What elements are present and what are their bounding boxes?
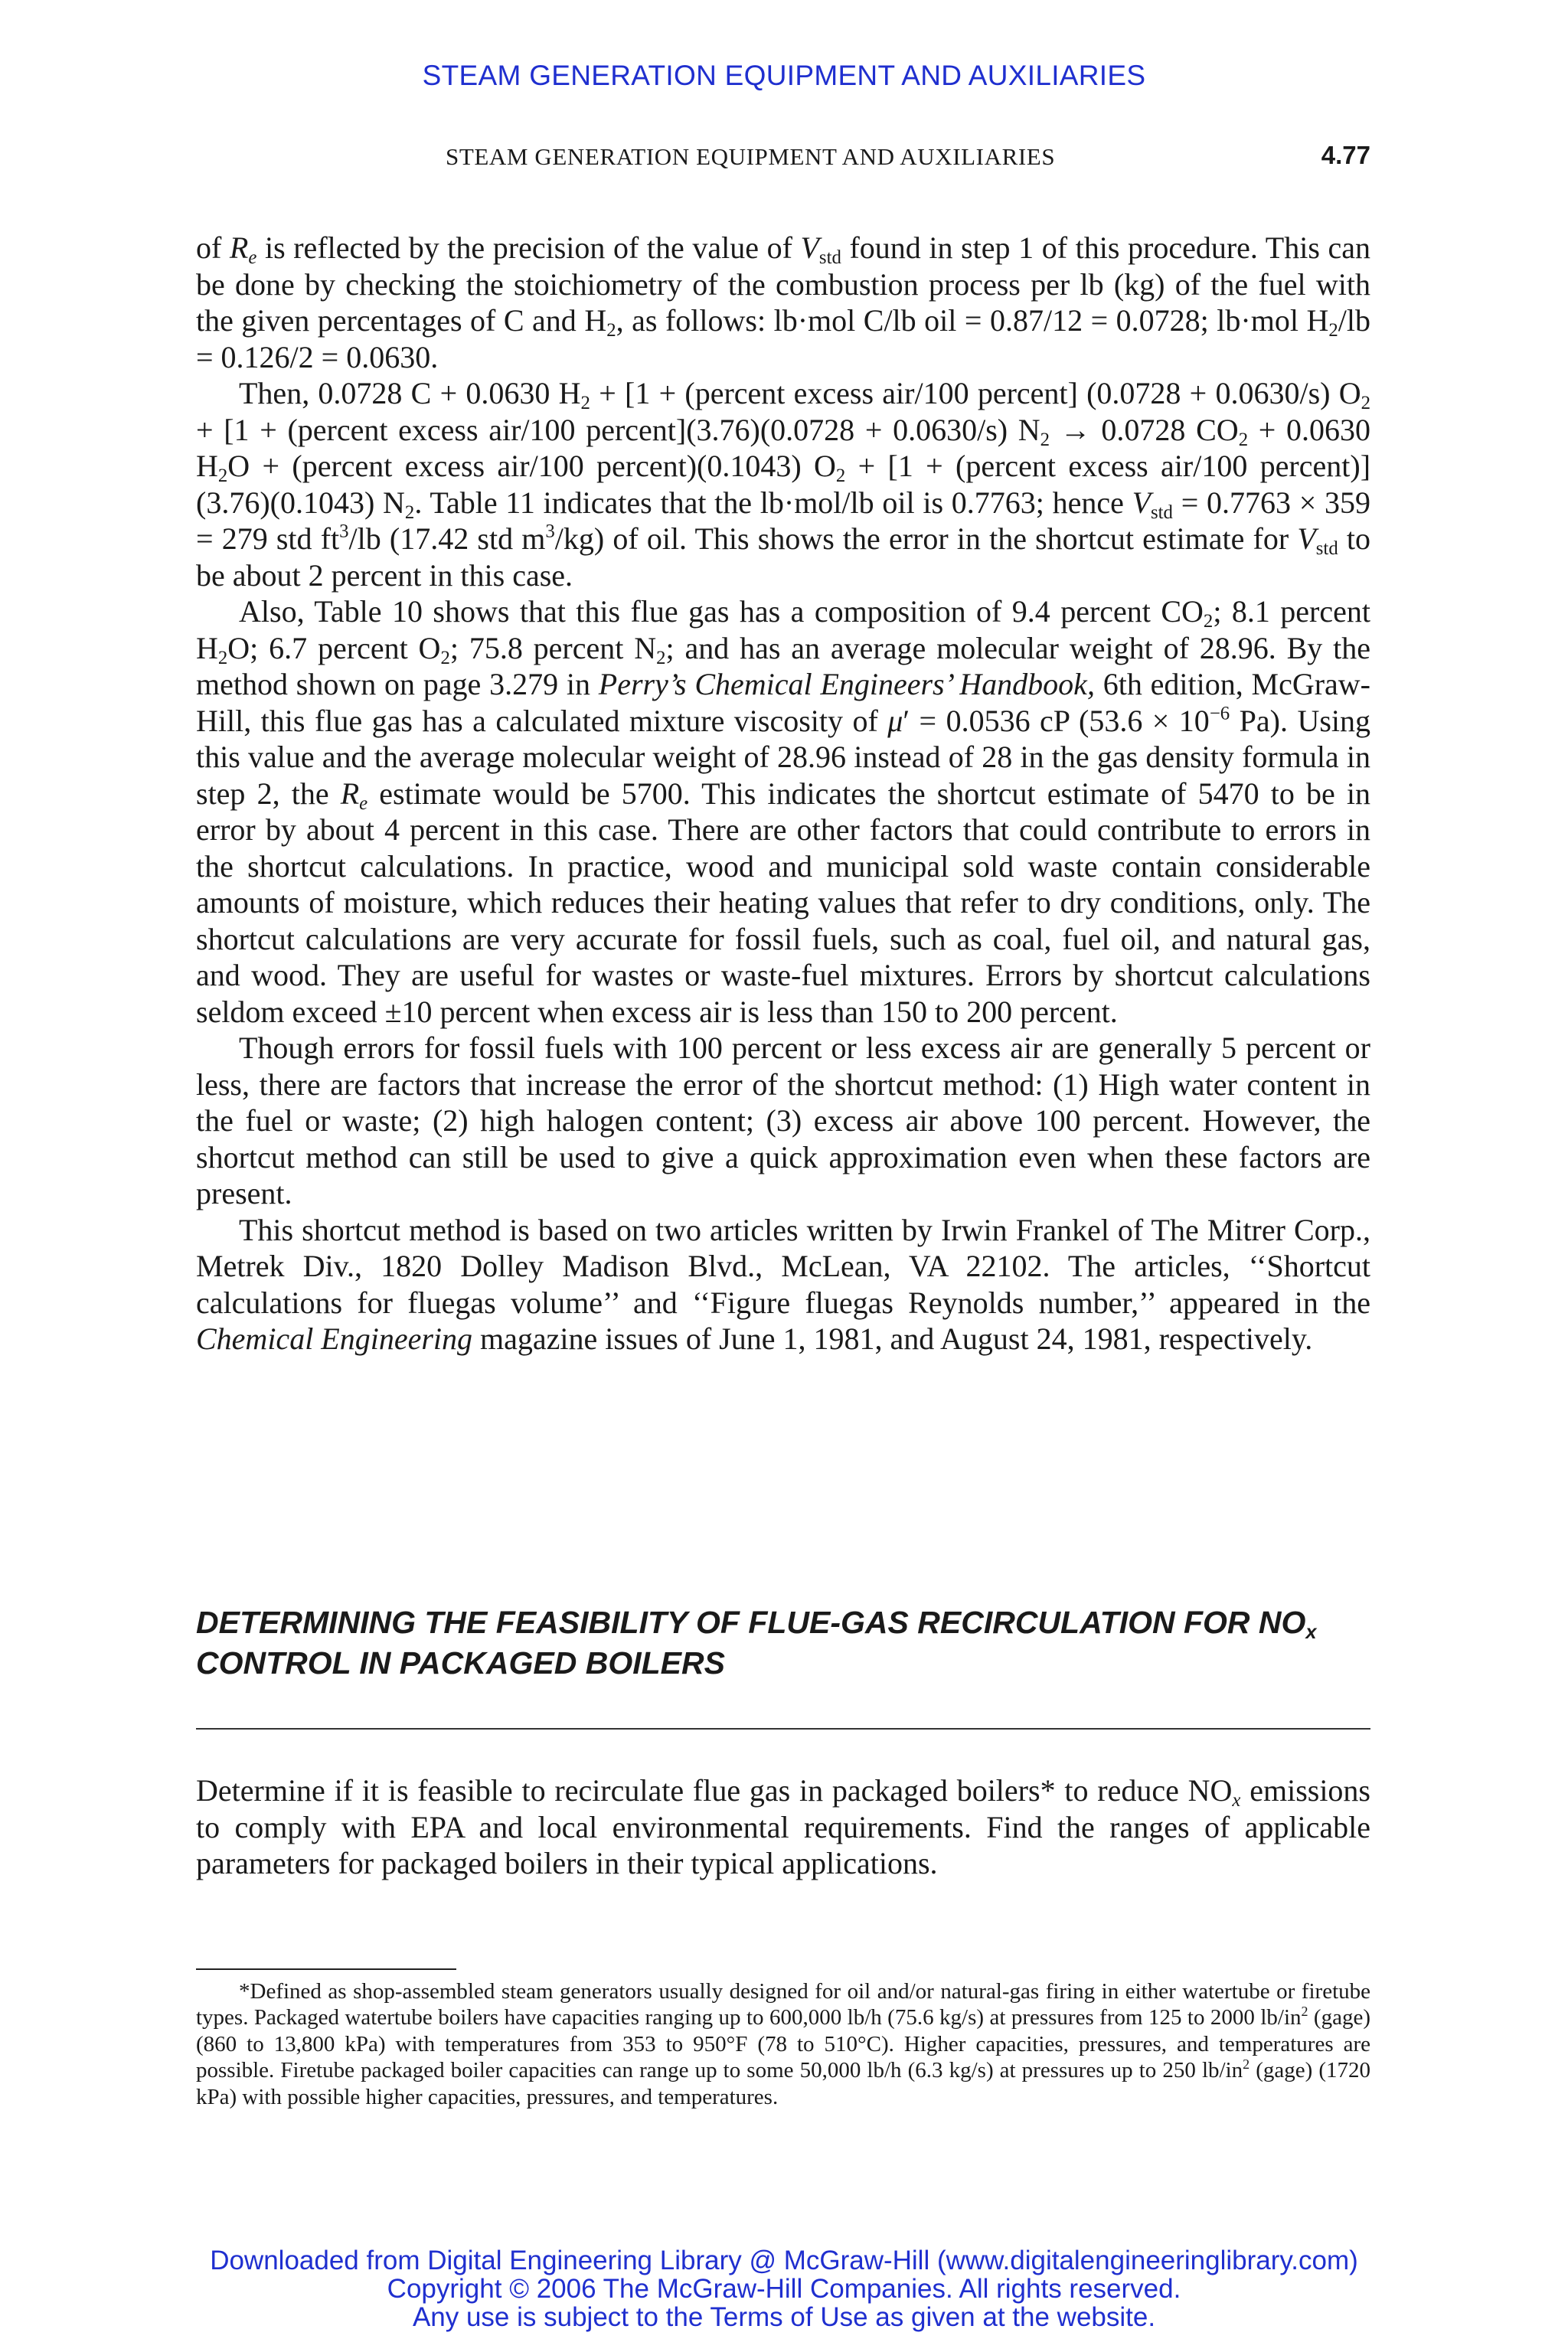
heading-rule [196,1728,1370,1730]
paragraph-4: Though errors for fossil fuels with 100 percent or less excess air are generally 5 percent or less, there are factors that increase the error of the shortcut method: (1) High water content in the fuel or waste; (2) high halogen content; (3) excess air above 100 percent. However, the shortcut method can still be used to give a quick approximation even when these factors are present. [196,1031,1370,1210]
intro-text [196,1772,1370,1882]
footnote: *Defined as shop-assembled steam generators usually designed for oil and/or natural-gas firing in either watertube or firetube types. Packaged watertube boilers have capacities ranging up to 600,000 lb/h (75.6 kg/s) at pressures from 125 to 2000 $lb/in^2$ (gage) (860 to 13,800 kPa) with temperatures from 353 to 950°F (78 to 510°C). Higher capacities, pressures, and temperatures are possible. Firetube packaged boiler capacities can range up to some 50,000 lb/h (6.3 kg/s) at pressures up to 250 $lb/in^2$ (gage) (1720 kPa) with possible higher capacities, pressures, and temperatures. [196,1979,1370,2109]
footer-download-link[interactable]: Downloaded from Digital Engineering Library @ McGraw-Hill (www.digitalengineeringlibrary.com) [210,2246,1358,2275]
footer-copyright[interactable]: Copyright © 2006 The McGraw-Hill Companies. All rights reserved. [387,2274,1181,2304]
paragraph-1: of $R_e$ is reflected by the precision of the value of $V_{std}$ found in step 1 of this procedure. This can be done by checking the stoichiometry of the combustion process per lb (kg) of the fuel with the given percentages of C and $H_2$, as follows: lb·mol C/lb oil = 0.87/12 = 0.0728; lb·mol $H_2/lb = 0.126/2 = 0.0630$. [196,230,1370,374]
download-footer[interactable] [0,2246,1568,2331]
top-banner[interactable]: STEAM GENERATION EQUIPMENT AND AUXILIARIES [422,60,1146,91]
footnote-rule [196,1968,456,1970]
running-head: STEAM GENERATION EQUIPMENT AND AUXILIARIES [446,143,1056,170]
paragraph-5: This shortcut method is based on two articles written by Irwin Frankel of The Mitrer Corp., Metrek Div., 1820 Dolley Madison Blvd., McLean, VA 22102. The articles, ‘‘Shortcut calculations for fluegas volume’’ and ‘‘Figure fluegas Reynolds number,’’ appeared in the Chemical Engineering magazine issues of June 1, 1981, and August 24, 1981, respectively. [196,1212,1370,1356]
page-number: 4.77 [1321,141,1370,169]
intro-paragraph: Determine if it is feasible to recirculate flue gas in packaged boilers* to reduce $NO_x$ emissions to comply with EPA and local environmental requirements. Find the ranges of applicable parameters for packaged boilers in their typical applications. [196,1773,1371,1880]
section-heading: DETERMINING THE FEASIBILITY OF FLUE-GAS RECIRCULATION FOR $NO_x$ CONTROL IN PACKAGED BOILERS [196,1605,1317,1681]
paragraph-2: Then, 0.0728 C + 0.0630 $H_2 + [1$ + (percent excess air/100 percent] (0.0728 + 0.0630/s) $O_2 + [1$ + (percent excess air/100 percent](3.76)(0.0728 + 0.0630/s) $N_2 \to 0.0728$ $CO_2 + 0.0630$ $H_2O$ + (percent excess air/100 percent)(0.1043) $O_2 + [1$ + (percent excess air/100 percent)](3.76)(0.1043) $N_2$. Table 11 indicates that the lb·mol/lb oil is 0.7763; hence $V_{std} = 0.7763 \times 359 = 279$ std $ft^3/lb$ (17.42 std $m^3/kg$) of oil. This shows the error in the shortcut estimate for $V_{std}$ to be about 2 percent in this case. [196,376,1371,593]
paragraph-3: Also, Table 10 shows that this flue gas has a composition of 9.4 percent $CO_2$; 8.1 percent $H_2O$; 6.7 percent $O_2$; 75.8 percent $N_2$; and has an average molecular weight of 28.96. By the method shown on page 3.279 in Perry’s Chemical Engineers’ Handbook, 6th edition, McGraw-Hill, this flue gas has a calculated mixture viscosity of μ′ = 0.0536 cP ($53.6 \times 10^{-6}$ Pa). Using this value and the average molecular weight of 28.96 instead of 28 in the gas density formula in step 2, the $R_e$ estimate would be 5700. This indicates the shortcut estimate of 5470 to be in error by about 4 percent in this case. There are other factors that could contribute to errors in the shortcut calculations. In practice, wood and municipal sold waste contain considerable amounts of moisture, which reduces their heating values that refer to dry conditions, only. The shortcut calculations are very accurate for fossil fuels, such as coal, fuel oil, and natural gas, and wood. They are useful for wastes or waste-fuel mixtures. Errors by shortcut calculations seldom exceed ±10 percent when excess air is less than 150 to 200 percent. [196,594,1371,1029]
footer-terms[interactable]: Any use is subject to the Terms of Use as given at the website. [412,2302,1156,2332]
body-text [196,230,1370,1357]
